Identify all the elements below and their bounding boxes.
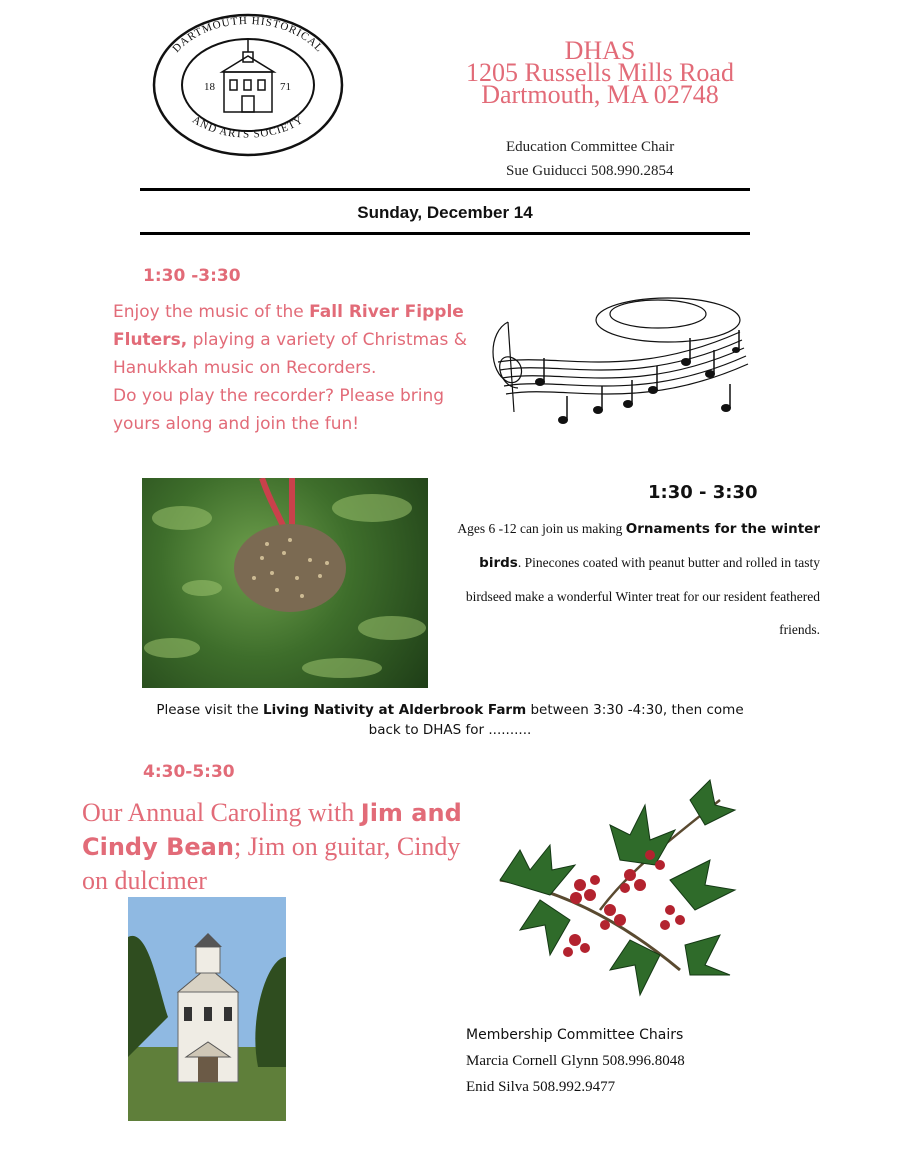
education-contact-name: Sue Guiducci 508.990.2854 bbox=[506, 163, 674, 179]
membership-title: Membership Committee Chairs bbox=[466, 1027, 684, 1043]
event2-description bbox=[436, 512, 820, 646]
nativity-notice bbox=[140, 700, 760, 740]
event-date: Sunday, December 14 bbox=[357, 203, 533, 222]
event2-text-b: . Pinecones coated with peanut butter and rolled in tasty birdseed make a wonderful Winter treat for our resident feathered friends. bbox=[465, 555, 820, 637]
holly-illustration bbox=[480, 770, 742, 1000]
event2-text-a: Ages 6 -12 can join us making bbox=[457, 521, 626, 536]
event3-text-a: Our Annual Caroling with bbox=[82, 798, 361, 827]
event1-time: 1:30 -3:30 bbox=[143, 266, 241, 286]
seal-year-left: 18 bbox=[204, 81, 215, 93]
event1-group-name: Fall River Fipple Fluters, bbox=[113, 302, 464, 350]
nativity-text-a: Please visit the bbox=[156, 702, 264, 718]
top-divider bbox=[140, 188, 750, 191]
svg-text:AND ARTS SOCIETY bbox=[190, 114, 306, 141]
event1-description bbox=[113, 298, 478, 438]
education-contact-title: Education Committee Chair bbox=[506, 139, 675, 155]
seal-year-right: 71 bbox=[280, 81, 291, 93]
bottom-divider bbox=[140, 232, 750, 235]
org-address-line1: 1205 Russells Mills Road bbox=[466, 58, 734, 87]
event1-text-c: Do you play the recorder? Please bring yours along and join the fun! bbox=[113, 386, 445, 434]
nativity-highlight: Living Nativity at Alderbrook Farm bbox=[263, 702, 527, 718]
event1-text-b: playing a variety of Christmas & Hanukkah music on Recorders. bbox=[113, 330, 468, 378]
event3-names: Jim and Cindy Bean bbox=[82, 799, 462, 861]
event2-time: 1:30 - 3:30 bbox=[648, 482, 758, 503]
membership-contact1: Marcia Cornell Glynn 508.996.8048 bbox=[466, 1053, 685, 1069]
society-seal-logo bbox=[150, 10, 346, 160]
schoolhouse-icon bbox=[222, 40, 274, 112]
event2-highlight: Ornaments for the winter birds bbox=[479, 521, 820, 571]
music-notes-illustration bbox=[478, 292, 750, 442]
seal-bottom-text: AND ARTS SOCIETY bbox=[190, 113, 306, 141]
org-address-line2: Dartmouth, MA 02748 bbox=[481, 80, 719, 109]
seal-top-text: DARTMOUTH HISTORICAL bbox=[170, 14, 326, 55]
event3-description bbox=[82, 796, 482, 898]
pinecone-ornament-photo bbox=[142, 478, 428, 688]
event3-time: 4:30-5:30 bbox=[143, 762, 235, 782]
schoolhouse-photo bbox=[128, 897, 286, 1121]
org-name: DHAS bbox=[564, 36, 636, 65]
org-address-block bbox=[440, 36, 760, 109]
event1-text-a: Enjoy the music of the bbox=[113, 302, 310, 322]
nativity-text-b: between 3:30 -4:30, then come back to DHAS for .......... bbox=[368, 702, 744, 738]
membership-contact2: Enid Silva 508.992.9477 bbox=[466, 1079, 616, 1095]
membership-contacts bbox=[466, 1022, 685, 1100]
event3-text-b: ; Jim on guitar, Cindy on dulcimer bbox=[82, 832, 461, 895]
education-contact bbox=[506, 135, 674, 183]
